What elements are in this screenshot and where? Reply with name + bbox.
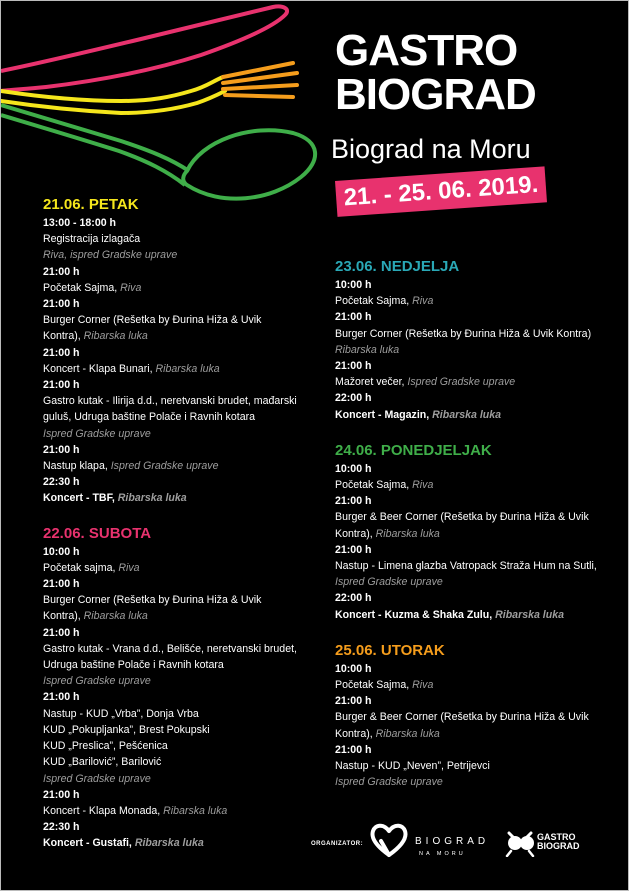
event-time: 22:00 h [335,392,372,405]
schedule-event [43,787,323,819]
event-location: Ribarska luka [375,527,440,540]
event-time: 21:00 h [43,788,80,801]
event-line [43,560,323,576]
title-line-1: GASTRO [335,26,518,75]
event-line [335,758,620,774]
event-line [43,328,323,344]
event-line [335,726,620,742]
event-line [43,641,323,657]
schedule-event [43,474,323,506]
event-location: Ribarska luka [495,608,565,621]
event-text: Koncert - Kuzma & Shaka Zulu, [335,608,496,621]
event-line [335,574,620,590]
event-time: 10:00 h [43,545,80,558]
event-line [43,231,323,247]
event-text: KUD „Preslica”, Pešćenica [43,740,168,753]
event-location: Riva, ispred Gradske uprave [43,249,178,262]
event-line [43,673,323,689]
spoon-icon [1,105,315,199]
event-time: 21:00 h [43,443,80,456]
event-time: 21:00 h [43,691,80,704]
event-time: 21:00 h [43,626,80,639]
event-location: Ispred Gradske uprave [43,675,151,688]
event-text: KUD „Barilović”, Barilović [43,756,162,769]
event-line [335,509,620,525]
event-text: Nastup klapa, [43,460,111,473]
schedule-event [335,693,620,742]
schedule-event [335,358,620,390]
event-location: Ribarska luka [163,804,228,817]
schedule-column-left [43,195,323,852]
event-time: 13:00 - 18:00 h [43,217,117,229]
event-text: Udruga baštine Polače i Ravnih kotara [43,659,224,672]
schedule-event [43,819,323,851]
event-location: Ribarska luka [432,408,502,421]
event-text: Koncert - TBF, [43,492,118,505]
schedule-event [335,590,620,622]
event-location: Ribarska luka [83,610,148,623]
event-line [335,709,620,725]
event-line [43,312,323,328]
schedule-event [335,390,620,422]
event-time: 22:00 h [335,592,372,605]
event-location: Ribarska luka [155,362,220,375]
gastro-biograd-logo-text [537,833,580,851]
event-line [43,280,323,296]
event-text: Gastro kutak - Vrana d.d., Belišće, neretvanski brudet, [43,642,297,655]
event-line [43,361,323,377]
event-location: Ispred Gradske uprave [335,576,443,589]
event-line [335,526,620,542]
event-location: Ribarska luka [134,837,204,850]
event-text: Koncert - Gustafi, [43,837,135,850]
event-text: Burger & Beer Corner (Rešetka by Đurina Hiža & Uvik [335,711,589,724]
event-text: Kontra), [43,330,84,343]
event-time: 21:00 h [43,265,80,278]
event-location: Riva [412,295,434,308]
event-line [335,407,620,423]
gastro-biograd-logo-icon [505,827,535,857]
event-text: Koncert - Magazin, [335,408,433,421]
schedule-event [43,544,323,576]
day-heading: 22.06. SUBOTA [43,524,152,542]
event-line [335,293,620,309]
event-line [43,426,323,442]
event-location: Ribarska luka [375,727,440,740]
event-time: 21:00 h [43,379,80,392]
event-location: Ispred Gradske uprave [335,776,443,789]
event-location: Ribarska luka [117,492,187,505]
event-line [335,677,620,693]
date-banner [335,166,547,217]
event-subtitle: Biograd na Moru [331,134,531,164]
event-line [43,247,323,263]
event-location: Ispred Gradske uprave [43,427,151,440]
event-time: 21:00 h [43,298,80,311]
event-line [43,592,323,608]
event-text: Početak Sajma, [335,479,413,492]
event-line [43,803,323,819]
event-time: 10:00 h [335,279,372,291]
event-location: Riva [120,281,142,294]
day-heading: 24.06. PONEDJELJAK [335,441,492,459]
event-time: 21:00 h [335,495,372,508]
schedule-event [335,661,620,693]
event-text: KUD „Pokupljanka”, Brest Pokupski [43,723,210,736]
event-text: Kontra), [335,527,376,540]
schedule-event [335,461,620,493]
event-location: Ribarska luka [335,343,400,356]
event-line [43,409,323,425]
gastro-logo-line-2: BIOGRAD [537,841,580,851]
event-line [335,774,620,790]
event-line [43,657,323,673]
event-line [335,342,620,358]
schedule-event [43,215,323,264]
schedule-event [43,689,323,786]
day-heading: 21.06. PETAK [43,196,139,213]
event-location: Ispred Gradske uprave [407,376,516,389]
footer-logos [311,819,611,863]
event-location: Ispred Gradske uprave [110,460,219,473]
event-location: Riva [412,479,434,492]
event-line [335,374,620,390]
event-location: Ispred Gradske uprave [43,772,151,785]
event-time: 10:00 h [335,662,372,675]
event-text: Mažoret večer, [335,376,408,389]
day-block [335,257,620,423]
biograd-logo-subtext: NA MORU [419,851,466,857]
schedule-event [43,264,323,296]
event-line [43,738,323,754]
event-line [43,490,323,506]
biograd-logo-text: BIOGRAD [415,836,490,847]
event-time: 22:30 h [43,476,80,489]
event-line [43,722,323,738]
schedule-event [335,542,620,591]
day-block [335,641,620,791]
event-text: Burger & Beer Corner (Rešetka by Đurina Hiža & Uvik [335,511,589,524]
schedule-event [335,493,620,542]
schedule-event [335,309,620,358]
day-block [43,195,323,507]
heart-logo-icon [369,821,409,859]
event-title [335,26,536,119]
day-heading: 23.06. NEDJELJA [335,258,460,275]
event-text: Gastro kutak - Ilirija d.d., neretvanski brudet, mađarski [43,395,297,408]
event-line [43,754,323,770]
event-text: Koncert - Klapa Monada, [43,804,164,817]
event-time: 21:00 h [43,346,80,359]
event-line [335,558,620,574]
day-block [43,524,323,852]
event-line [43,771,323,787]
event-text: Početak Sajma, [335,295,413,308]
schedule-event [43,442,323,474]
event-text: Početak sajma, [43,561,119,574]
schedule-event [43,576,323,625]
event-line [335,607,620,623]
event-time: 21:00 h [43,578,80,591]
event-text: Početak Sajma, [43,281,121,294]
event-text: Koncert - Klapa Bunari, [43,362,156,375]
event-time: 21:00 h [335,695,372,708]
event-text: Nastup - Limena glazba Vatropack Straža Hum na Sutli, [335,560,597,573]
event-time: 22:30 h [43,821,80,834]
event-text: Registracija izlagača [43,233,141,246]
event-line [43,706,323,722]
event-location: Riva [412,679,434,692]
date-range: 21. - 25. 06. 2019. [342,170,540,212]
event-time: 21:00 h [335,743,372,756]
event-time: 21:00 h [335,543,372,556]
event-text: Nastup - KUD „Vrba”, Donja Vrba [43,707,199,720]
event-text: Burger Corner (Rešetka by Đurina Hiža & Uvik [43,314,262,327]
event-line [335,477,620,493]
event-line [335,326,620,342]
event-time: 21:00 h [335,360,372,373]
event-time: 21:00 h [335,311,372,324]
organizer-label: ORGANIZATOR: [311,841,364,847]
event-text: Nastup - KUD „Neven”, Petrijevci [335,760,490,773]
schedule-event [43,377,323,442]
event-text: Burger Corner (Rešetka by Đurina Hiža & Uvik Kontra) [335,327,592,340]
event-location: Riva [118,561,140,574]
event-location: Ribarska luka [83,330,148,343]
event-line [43,608,323,624]
day-heading: 25.06. UTORAK [335,641,445,659]
event-text: Burger Corner (Rešetka by Đurina Hiža & Uvik [43,594,262,607]
schedule-event [335,742,620,791]
schedule-event [43,345,323,377]
schedule-column-right [335,257,620,790]
event-time: 10:00 h [335,462,372,475]
event-line [43,458,323,474]
gastro-logo-line-1: GASTRO [537,832,576,842]
title-line-2: BIOGRAD [335,70,536,119]
event-text: guluš, Udruga baštine Polače i Ravnih kotara [43,411,255,424]
event-line [43,835,323,851]
schedule-event [43,296,323,345]
event-line [43,393,323,409]
day-block [335,441,620,623]
schedule-event [43,625,323,690]
event-text: Kontra), [43,610,84,623]
schedule-event [335,277,620,309]
event-text: Početak Sajma, [335,679,413,692]
event-text: Kontra), [335,727,376,740]
